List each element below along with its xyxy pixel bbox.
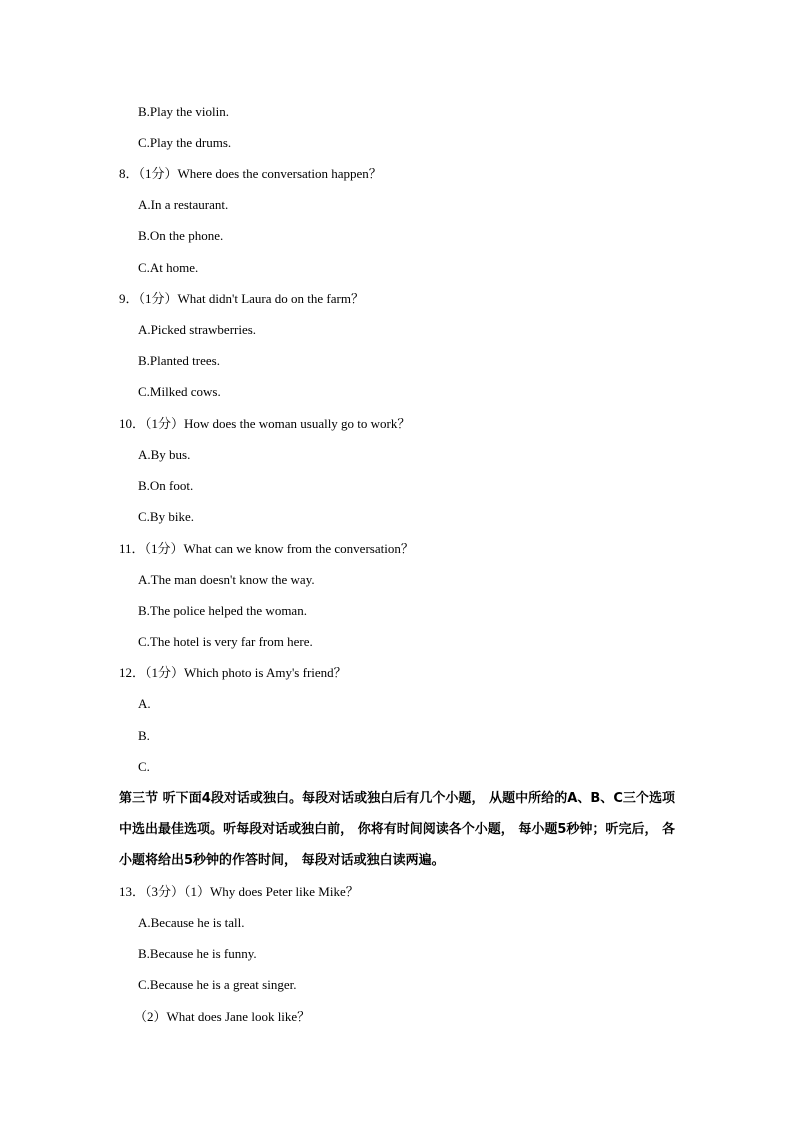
question-9-option-a: A.Picked strawberries.: [138, 322, 257, 337]
question-11-option-b: B.The police helped the woman.: [138, 603, 307, 618]
question-9-option-b: B.Planted trees.: [138, 353, 220, 368]
question-12-option-c: C.: [138, 759, 150, 774]
question-8-option-b: B.On the phone.: [138, 228, 224, 243]
option-b-prev: B.Play the violin.: [138, 104, 229, 119]
question-13-option-b: B.Because he is funny.: [138, 946, 257, 961]
question-9-stem: 9．（1分）What didn't Laura do on the farm？: [119, 291, 364, 306]
question-13-stem: 13．（3分）（1）Why does Peter like Mike？: [119, 884, 359, 899]
question-9-option-c: C.Milked cows.: [138, 384, 221, 399]
question-10-stem: 10．（1分）How does the woman usually go to work？: [119, 416, 411, 431]
question-12-stem: 12．（1分）Which photo is Amy's friend？: [119, 665, 347, 680]
question-8-option-c: C.At home.: [138, 260, 199, 275]
question-12-option-a: A.: [138, 696, 151, 711]
question-10-option-a: A.By bus.: [138, 447, 191, 462]
question-11-option-c: C.The hotel is very far from here.: [138, 634, 313, 649]
question-11-stem: 11．（1分）What can we know from the conversation？: [119, 541, 414, 556]
question-10-option-b: B.On foot.: [138, 478, 194, 493]
question-13-sub-2: （2）What does Jane look like？: [134, 1009, 311, 1024]
section-3-instructions: 第三节 听下面4段对话或独白。每段对话或独白后有几个小题， 从题中所给的A、B、C三个选项中选出最佳选项。听每段对话或独白前， 你将有时间阅读各个小题， 每小题5秒钟；听完后， 各小题将给出5秒钟的作答时间， 每段对话或独白读两遍。: [119, 791, 675, 868]
question-13-option-c: C.Because he is a great singer.: [138, 977, 297, 992]
question-13-option-a: A.Because he is tall.: [138, 915, 245, 930]
option-c-prev: C.Play the drums.: [138, 135, 232, 150]
question-12-option-b: B.: [138, 728, 150, 743]
question-8-option-a: A.In a restaurant.: [138, 197, 229, 212]
question-10-option-c: C.By bike.: [138, 509, 194, 524]
question-11-option-a: A.The man doesn't know the way.: [138, 572, 315, 587]
question-8-stem: 8．（1分）Where does the conversation happen？: [119, 166, 382, 181]
